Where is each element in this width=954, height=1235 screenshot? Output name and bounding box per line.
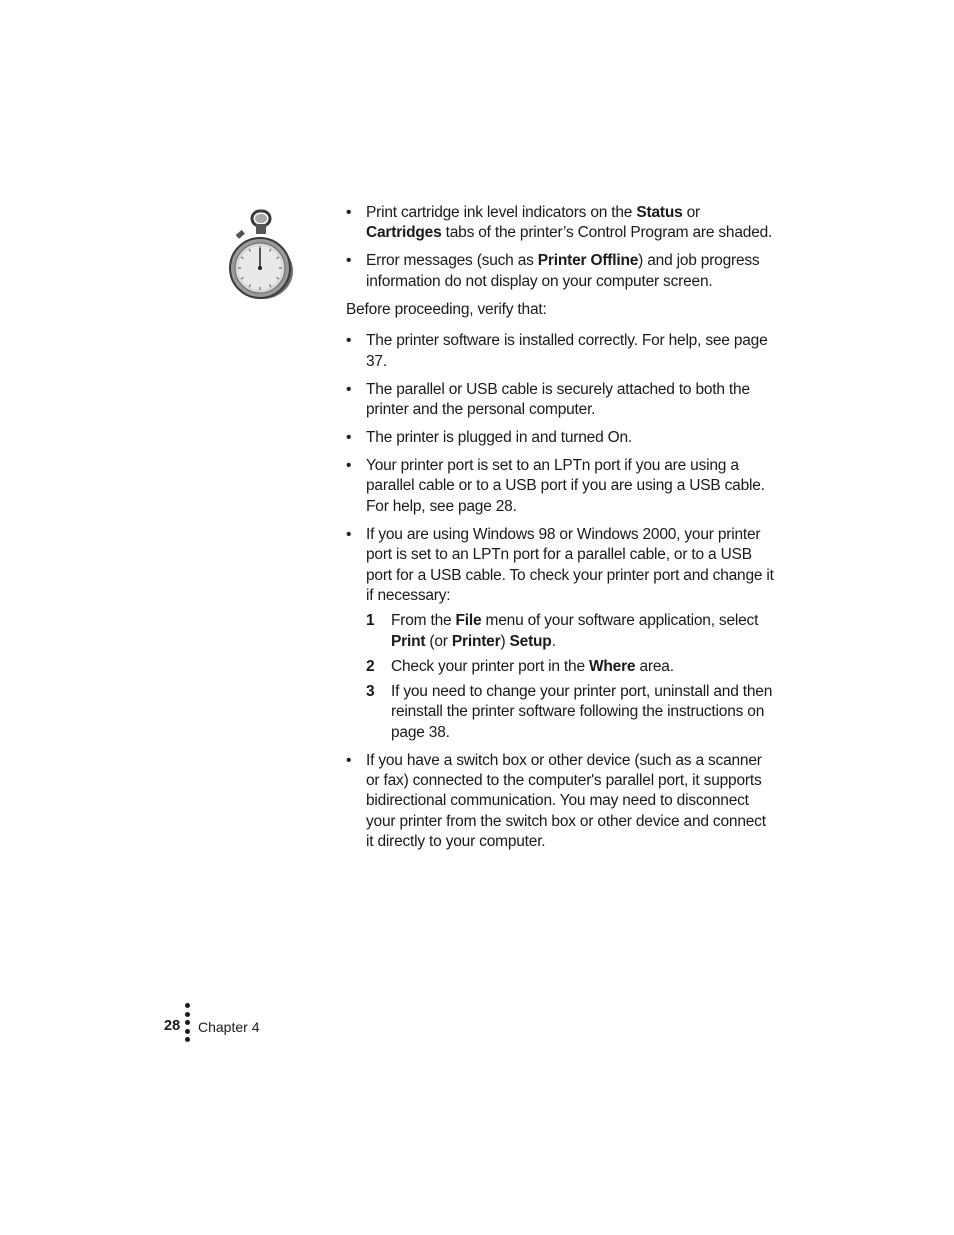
page-body bbox=[346, 203, 776, 860]
windows-bullet-text: If you are using Windows 98 or Windows 2000, your printer port is set to an LPTn port for a parallel cable, or to a USB port for a USB cable. To check your printer port and change it if necessary: bbox=[366, 525, 774, 605]
ui-term: Cartridges bbox=[366, 224, 442, 242]
ui-term: Printer Offline bbox=[537, 252, 639, 270]
step-text: If you need to change your printer port, uninstall and then reinstall the printer software following the instructions on page 38. bbox=[391, 682, 773, 741]
intro-paragraph: Before proceeding, verify that: bbox=[346, 300, 547, 318]
list-item: • Print cartridge ink level indicators on the Status or Cartridges tabs of the printer’s Control Program are shaded. bbox=[346, 203, 776, 244]
step-item bbox=[366, 657, 776, 677]
list-item: • Your printer port is set to an LPTn port if you are using a parallel cable or to a USB port if you are using a USB cable. For help, see page 28. bbox=[346, 456, 776, 517]
ui-term: Print bbox=[391, 632, 426, 650]
ui-term: Printer bbox=[451, 632, 501, 650]
list-item: • The printer is plugged in and turned On. bbox=[346, 428, 776, 448]
step-item bbox=[366, 611, 776, 652]
steps-list bbox=[366, 611, 776, 742]
ui-term: Where bbox=[588, 657, 636, 675]
list-item bbox=[346, 525, 776, 743]
list-item: • The printer software is installed correctly. For help, see page 37. bbox=[346, 331, 776, 372]
list-item: • The parallel or USB cable is securely attached to both the printer and the personal computer. bbox=[346, 380, 776, 421]
step-number: 2 bbox=[366, 657, 375, 675]
chapter-label: Chapter 4 bbox=[198, 1019, 260, 1035]
symptom-list bbox=[346, 203, 776, 292]
checklist bbox=[346, 331, 776, 852]
page-number: 28 bbox=[164, 1018, 181, 1034]
list-item: • Error messages (such as Printer Offline) and job progress information do not display on your computer screen. bbox=[346, 251, 776, 292]
dot-rule-icon bbox=[185, 1003, 193, 1046]
step-text: Check your printer port in the Where area. bbox=[391, 657, 674, 675]
step-number: 3 bbox=[366, 682, 375, 700]
ui-term: Setup bbox=[509, 632, 552, 650]
stopwatch-icon bbox=[222, 208, 296, 302]
step-item bbox=[366, 682, 776, 743]
ui-term: Status bbox=[636, 204, 683, 221]
list-item: • If you have a switch box or other device (such as a scanner or fax) connected to the computer's parallel port, it supports bidirectional communication. You may need to disconnect your printer from the switch box or other device and connect it directly to your computer. bbox=[346, 751, 776, 853]
step-text: From the File menu of your software application, select Print (or Printer) Setup. bbox=[391, 612, 759, 650]
ui-term: File bbox=[455, 612, 482, 630]
step-number: 1 bbox=[366, 612, 375, 630]
